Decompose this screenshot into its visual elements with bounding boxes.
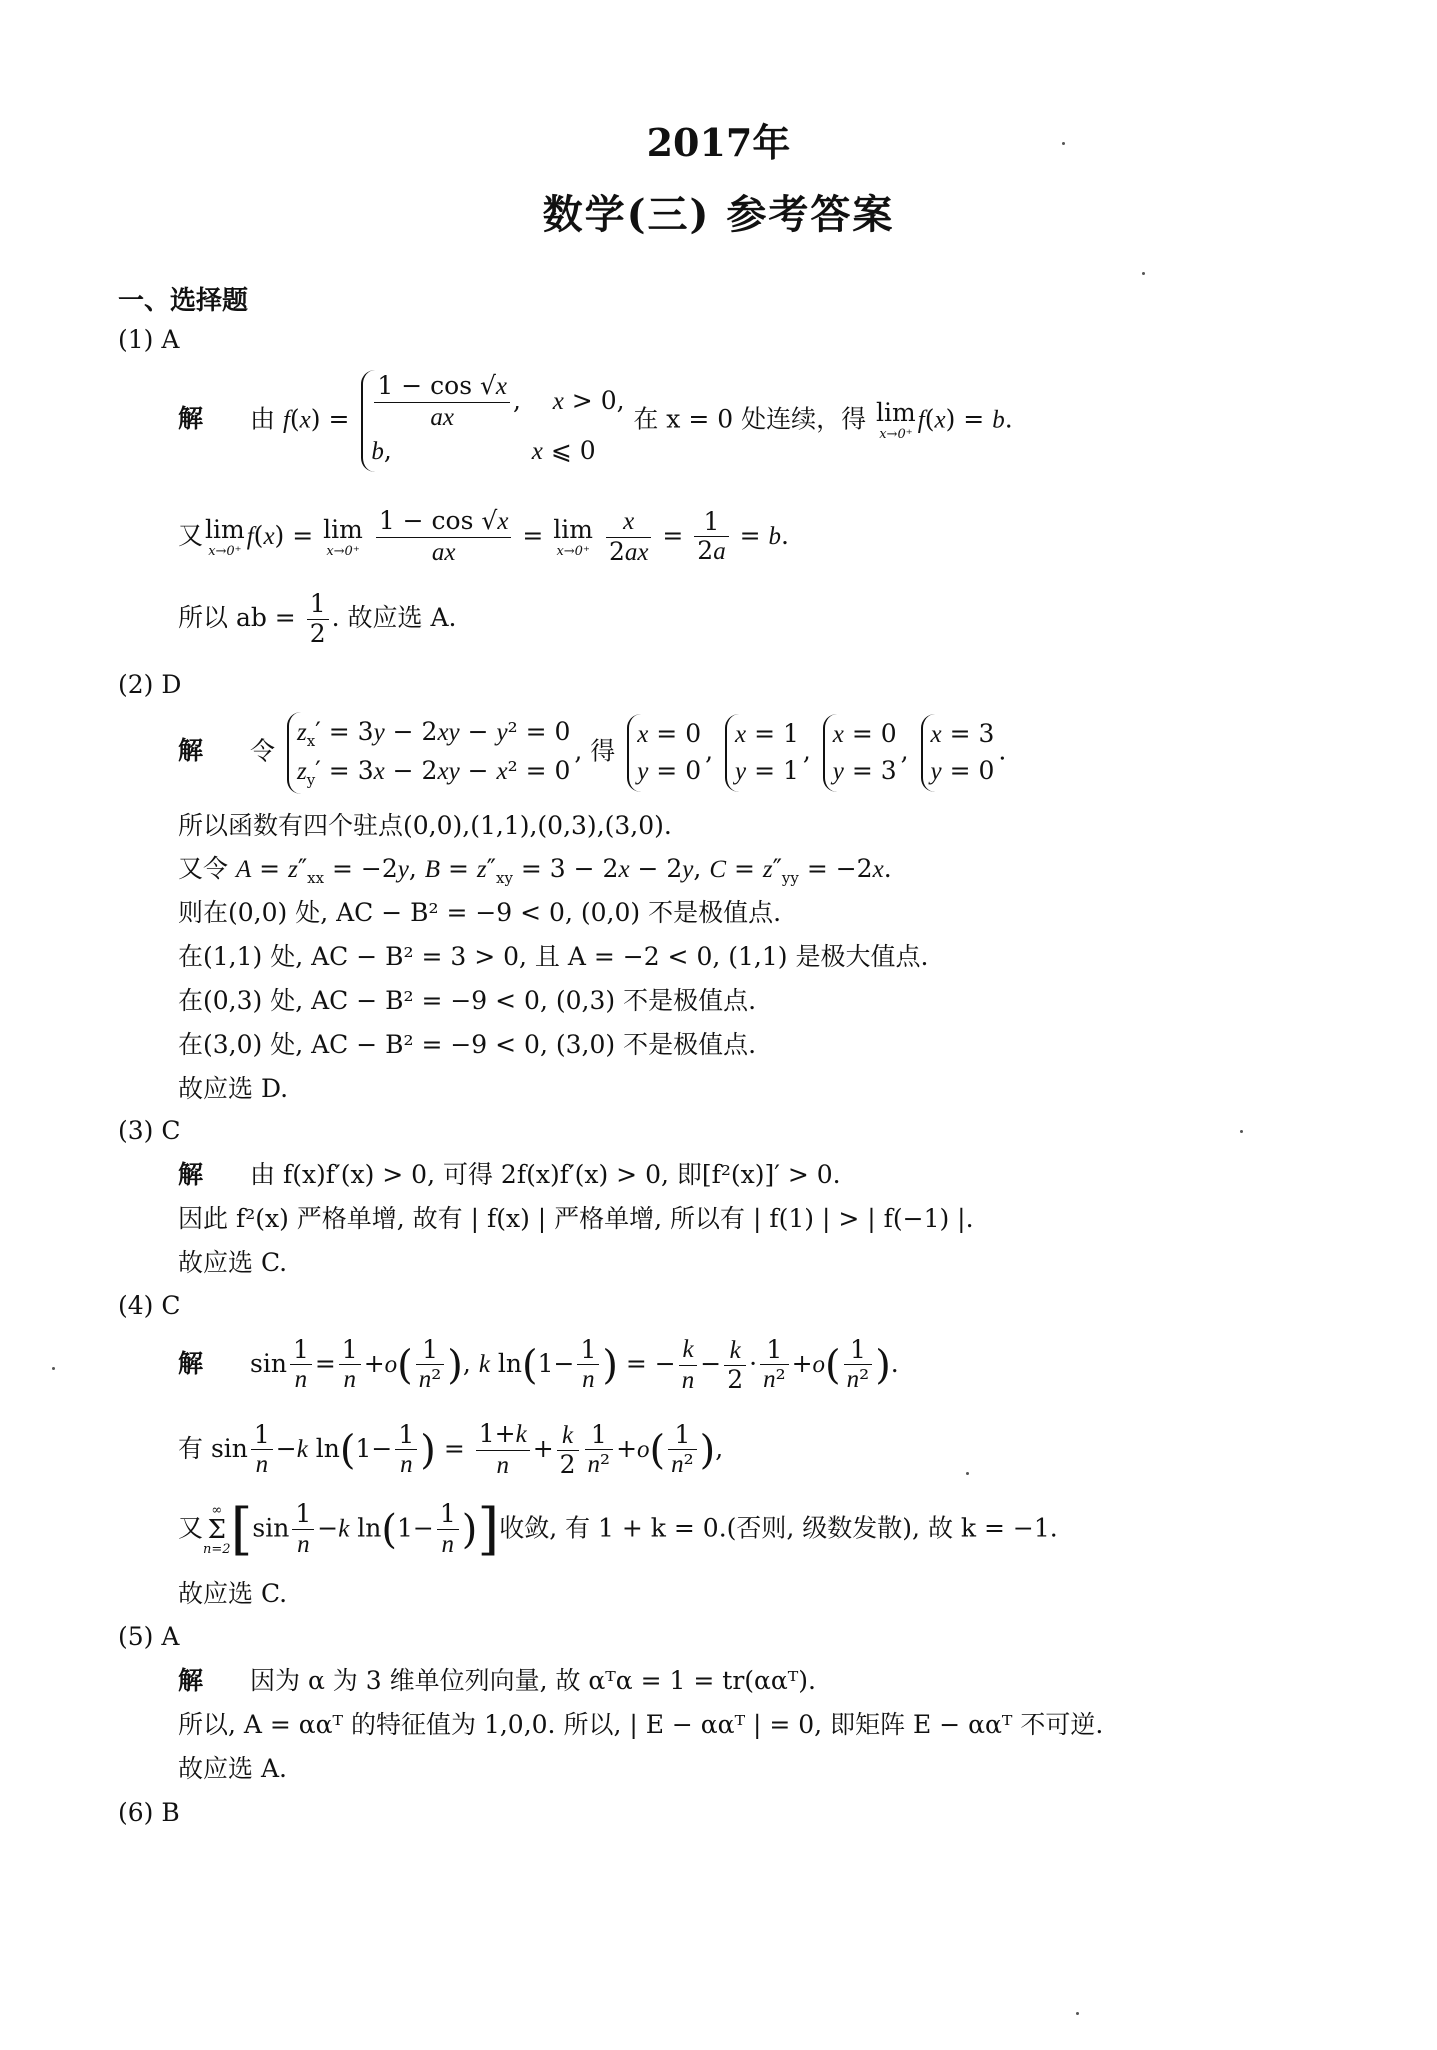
q2-second-derivs: 又令 $A = z''_{xx} = -2y$, $B = z''_{xy} = 3 - 2x - 2y$, $C = z''_{yy} = -2x$. (178, 854, 892, 887)
q2-check-2: 在(1,1) 处, AC − B² = 3 > 0, 且 A = −2 < 0, (1,1) 是极大值点. (178, 942, 929, 971)
question-6-answer: (6) B (118, 1798, 180, 1827)
scan-speck (1240, 1130, 1243, 1133)
question-4-answer: (4) C (118, 1291, 181, 1320)
scan-speck (966, 1472, 969, 1475)
q2-check-4: 在(3,0) 处, AC − B² = −9 < 0, (3,0) 不是极值点. (178, 1030, 757, 1059)
question-3-answer: (3) C (118, 1116, 181, 1145)
q3-monotone-line: 因此 f²(x) 严格单增, 故有 | f(x) | 严格单增, 所以有 | f(1) | > | f(−1) |. (178, 1204, 974, 1233)
q1-conclusion: 所以 ab = $\frac{1}{2}$ . 故应选 A. (178, 589, 457, 648)
scan-speck (1076, 2012, 1079, 2015)
section-title: 一、选择题 (118, 286, 249, 316)
q4-series-line: 又 ∞ Σ n=2 [sin $\frac{1}{n}$ −k ln(1− $\frac{1}{n}$ )]收敛, 有 1 + k = 0.(否则, 级数发散), 故 k = −1. (178, 1496, 1058, 1562)
q5-conclusion: 故应选 A. (178, 1754, 287, 1783)
q4-difference-line: 有 sin $\frac{1}{n}$ −k ln(1− $\frac{1}{n}$ ) = $\frac{1+k}{n}$ + $\frac{k}{2}$ $\frac{1}{\text{n²}}$ +o( $\frac{1}{\text{n²}}$ ), (178, 1419, 724, 1480)
q2-stationary-points: 所以函数有四个驻点(0,0),(1,1),(0,3),(3,0). (178, 811, 672, 840)
q3-conclusion: 故应选 C. (178, 1248, 288, 1277)
q2-check-1: 则在(0,0) 处, AC − B² = −9 < 0, (0,0) 不是极值点. (178, 898, 782, 927)
page-year: 2017年 (646, 120, 791, 165)
scan-speck (52, 1367, 55, 1370)
q2-check-3: 在(0,3) 处, AC − B² = −9 < 0, (0,3) 不是极值点. (178, 986, 757, 1015)
q5-eigen-line: 所以, A = ααᵀ 的特征值为 1,0,0. 所以, | E − ααᵀ | = 0, 即矩阵 E − ααᵀ 不可逆. (178, 1710, 1104, 1739)
question-1-answer: (1) A (118, 325, 180, 354)
q3-solution-line: 解 由 f(x)f′(x) > 0, 可得 2f(x)f′(x) > 0, 即[f²(x)]′ > 0. (178, 1160, 841, 1189)
q2-system-line: 解 令 $z_x' = 3y - 2xy - y^2 = 0$ $z_y' = 3x - 2xy - x^2 = 0$ , 得 x = 0 y = 0 , x = 1 y = 1 , x = 0 y = 3 , x = 3 y = 0 . (178, 712, 1006, 794)
q5-solution-line: 解 因为 α 为 3 维单位列向量, 故 αᵀα = 1 = tr(ααᵀ). (178, 1666, 816, 1695)
scan-speck (1142, 272, 1145, 275)
page-title: 数学(三) 参考答案 (542, 191, 895, 238)
scan-speck (1062, 142, 1065, 145)
q4-expansion-line: 解 sin $\frac{1}{n}$ = $\frac{1}{n}$ +o( $\frac{1}{\text{n²}}$ ), k ln(1− $\frac{1}{n}$ ) = − $\frac{k}{n}$ − $\frac{k}{2}$ · $\frac{1}{\text{n²}}$ +o( $\frac{1}{\text{n²}}$ ). (178, 1334, 899, 1395)
q1-limit-line: 又 lim x→0⁺ f(x) = lim x→0⁺ $\frac{1 - \cos √x}{ax}$ = lim x→0⁺ $\frac{x}{2ax}$ = $\frac{1}{2a}$ = b. (178, 506, 789, 566)
q4-conclusion: 故应选 C. (178, 1579, 288, 1608)
q1-solution-line: 解 由 f(x) = $\frac{1 - \cos √x}{ax}$ , x > 0, b, x ⩽ 0 在 x = 0 处连续，得 lim x→0⁺ f(x) = b. (178, 370, 1013, 472)
question-2-answer: (2) D (118, 670, 182, 699)
q2-conclusion: 故应选 D. (178, 1074, 289, 1103)
question-5-answer: (5) A (118, 1622, 180, 1651)
